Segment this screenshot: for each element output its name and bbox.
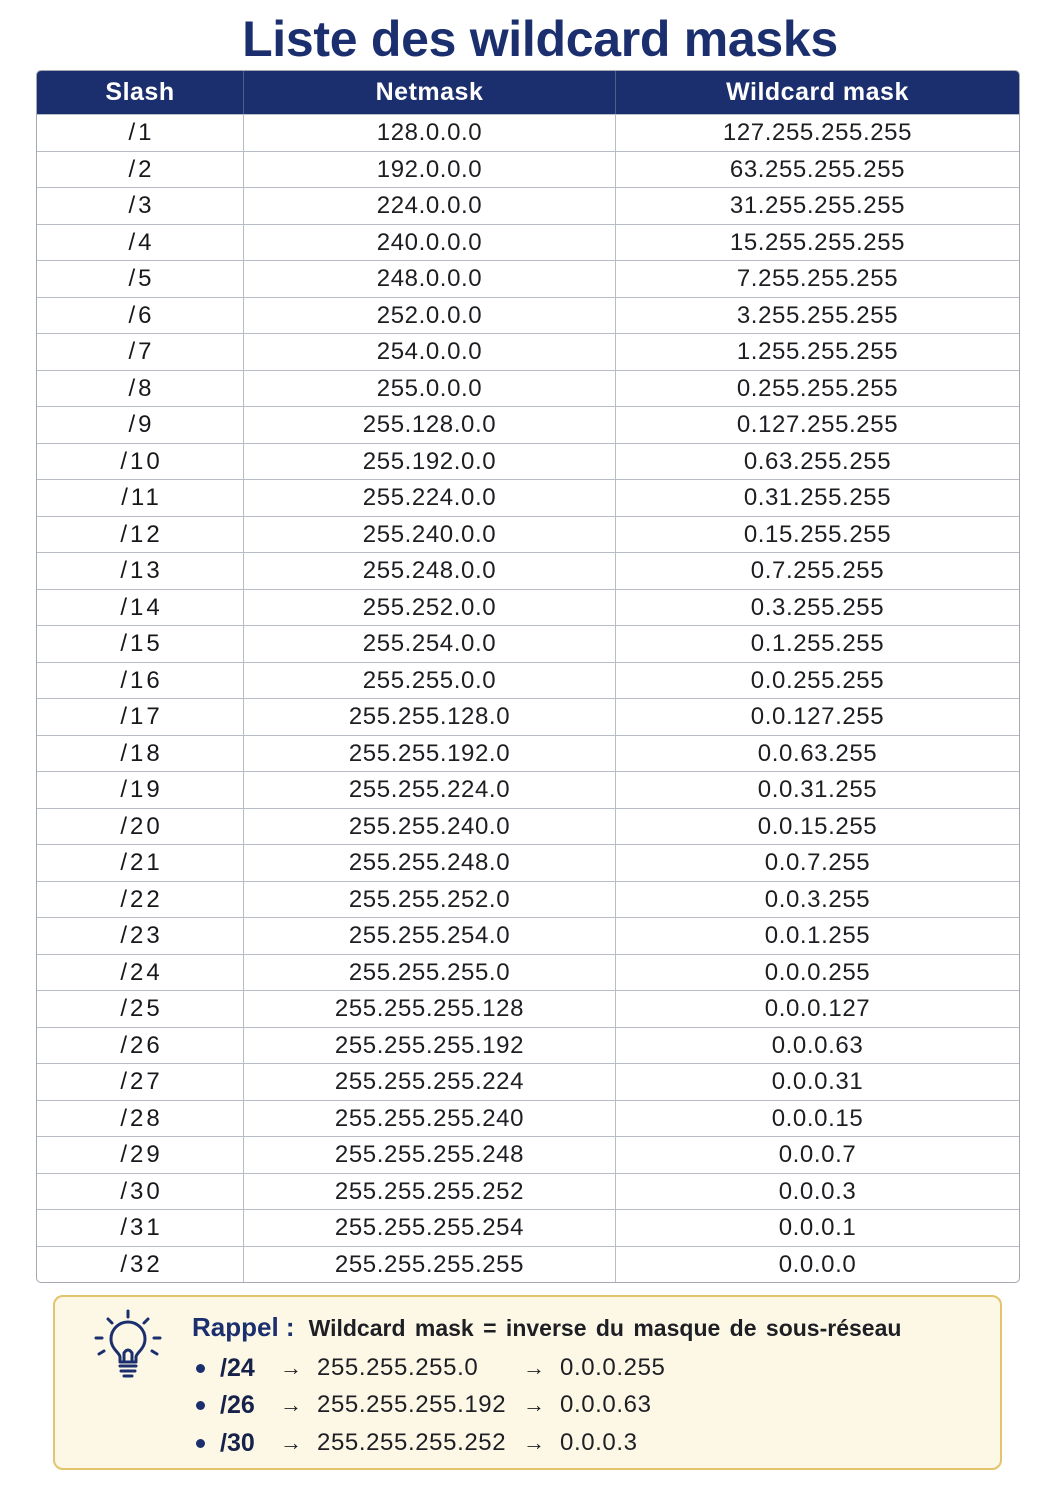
wildcard-cell: 0.0.0.127 [615,991,1019,1027]
reminder-label: Rappel : [192,1312,295,1342]
table-row [37,187,1019,224]
table-row [37,1173,1019,1210]
table-row [37,516,1019,553]
bulb-glass [111,1322,145,1362]
slash-cell: /4 [128,228,155,256]
wildcard-cell: 0.0.0.63 [615,1028,1019,1064]
slash-cell: /31 [120,1214,163,1241]
example-netmask: 255.255.255.252 [317,1429,507,1456]
wildcard-cell: 0.255.255.255 [615,371,1019,407]
table-row [37,151,1019,188]
wildcard-cell: 0.0.255.255 [615,663,1019,699]
arrow-separator: → [280,1355,302,1380]
table-row [37,1209,1019,1246]
wildcard-cell: 0.0.127.255 [615,699,1019,735]
table-row [37,881,1019,918]
header-slash: Slash [105,78,175,106]
arrow-separator: → [523,1392,545,1417]
table-row [37,479,1019,516]
wildcard-cell: 0.0.3.255 [615,882,1019,918]
slash-cell: /18 [120,739,163,767]
reminder-example [196,1389,652,1421]
light-ray [152,1351,157,1354]
table-row [37,297,1019,334]
example-wildcard: 0.0.0.3 [560,1429,638,1456]
example-slash: /24 [220,1354,255,1382]
table-row [37,954,1019,991]
wildcard-cell: 0.127.255.255 [615,407,1019,443]
wildcard-cell: 127.255.255.255 [615,115,1019,151]
netmask-cell: 255.255.255.128 [243,991,615,1027]
slash-cell: /8 [128,374,155,402]
example-wildcard: 0.0.0.63 [560,1391,652,1418]
wildcard-cell: 0.0.1.255 [615,918,1019,954]
slash-cell: /28 [120,1104,163,1132]
netmask-cell: 255.240.0.0 [243,517,615,553]
table-row [37,1246,1019,1283]
wildcard-cell: 0.15.255.255 [615,517,1019,553]
table-row [37,443,1019,480]
netmask-cell: 255.255.248.0 [243,845,615,881]
wildcard-table [36,70,1020,1283]
slash-cell: /12 [120,520,163,548]
example-netmask: 255.255.255.0 [317,1354,479,1381]
slash-cell: /22 [120,885,163,913]
slash-cell: /19 [120,776,163,803]
slash-cell: /27 [120,1068,163,1095]
table-row [37,1063,1019,1100]
slash-cell: /13 [120,557,163,584]
slash-cell: /16 [120,666,163,694]
table-row [37,552,1019,589]
wildcard-cell: 0.0.63.255 [615,736,1019,772]
arrow-separator: → [523,1430,545,1455]
wildcard-cell: 0.0.0.15 [615,1101,1019,1137]
netmask-cell: 224.0.0.0 [243,188,615,224]
slash-cell: /2 [128,155,155,183]
slash-cell: /7 [128,338,155,365]
bullet-dot [196,1439,205,1448]
netmask-cell: 255.255.255.192 [243,1028,615,1064]
slash-cell: /21 [120,849,163,876]
table-row [37,1027,1019,1064]
slash-cell: /9 [128,411,155,438]
header-netmask: Netmask [243,71,615,114]
wildcard-cell: 3.255.255.255 [615,298,1019,334]
netmask-cell: 255.255.252.0 [243,882,615,918]
wildcard-cell: 0.1.255.255 [615,626,1019,662]
table-row [37,698,1019,735]
slash-cell: /23 [120,922,163,949]
netmask-cell: 255.255.255.248 [243,1137,615,1173]
table-row [37,771,1019,808]
table-row [37,333,1019,370]
table-row [37,662,1019,699]
netmask-cell: 255.255.0.0 [243,663,615,699]
slash-cell: /17 [120,703,163,730]
lightbulb-icon [93,1309,163,1389]
table-row [37,625,1019,662]
example-slash: /30 [220,1429,255,1457]
table-row [37,224,1019,261]
wildcard-cell: 0.7.255.255 [615,553,1019,589]
netmask-cell: 255.255.255.0 [243,955,615,991]
wildcard-cell: 0.0.0.0 [615,1247,1019,1283]
example-netmask: 255.255.255.192 [317,1391,507,1418]
example-wildcard: 0.0.0.255 [560,1354,666,1381]
table-row [37,735,1019,772]
netmask-cell: 255.252.0.0 [243,590,615,626]
slash-cell: /32 [120,1250,163,1278]
table-row [37,1136,1019,1173]
netmask-cell: 255.0.0.0 [243,371,615,407]
reminder-example [196,1352,666,1384]
wildcard-cell: 0.0.0.255 [615,955,1019,991]
slash-cell: /1 [128,119,155,146]
wildcard-cell: 31.255.255.255 [615,188,1019,224]
wildcard-cell: 0.0.31.255 [615,772,1019,808]
light-ray [108,1319,112,1323]
slash-cell: /15 [120,630,163,657]
slash-cell: /29 [120,1141,163,1168]
header-wildcard: Wildcard mask [615,71,1019,114]
table-row [37,1100,1019,1137]
reminder-heading [192,1311,901,1343]
netmask-cell: 255.255.128.0 [243,699,615,735]
netmask-cell: 128.0.0.0 [243,115,615,151]
netmask-cell: 255.255.192.0 [243,736,615,772]
netmask-cell: 254.0.0.0 [243,334,615,370]
netmask-cell: 255.224.0.0 [243,480,615,516]
wildcard-cell: 0.0.0.31 [615,1064,1019,1100]
netmask-cell: 255.255.255.224 [243,1064,615,1100]
netmask-cell: 255.248.0.0 [243,553,615,589]
arrow-separator: → [280,1430,302,1455]
netmask-cell: 255.255.255.252 [243,1174,615,1210]
netmask-cell: 248.0.0.0 [243,261,615,297]
wildcard-cell: 15.255.255.255 [615,225,1019,261]
netmask-cell: 255.255.255.254 [243,1210,615,1246]
netmask-cell: 255.255.255.255 [243,1247,615,1283]
slash-cell: /24 [120,958,163,986]
wildcard-cell: 7.255.255.255 [615,261,1019,297]
netmask-cell: 255.255.254.0 [243,918,615,954]
netmask-cell: 255.254.0.0 [243,626,615,662]
slash-cell: /26 [120,1031,163,1059]
netmask-cell: 252.0.0.0 [243,298,615,334]
table-row [37,990,1019,1027]
bullet-dot [196,1364,205,1373]
table-header [37,71,1019,114]
wildcard-cell: 0.63.255.255 [615,444,1019,480]
slash-cell: /25 [120,995,163,1022]
netmask-cell: 192.0.0.0 [243,152,615,188]
netmask-cell: 255.255.240.0 [243,809,615,845]
slash-cell: /3 [128,192,155,219]
table-row [37,370,1019,407]
slash-cell: /5 [128,265,155,292]
wildcard-cell: 0.31.255.255 [615,480,1019,516]
wildcard-cell: 0.0.0.3 [615,1174,1019,1210]
page-title: Liste des wildcard masks [242,11,838,67]
arrow-separator: → [523,1355,545,1380]
wildcard-cell: 0.3.255.255 [615,590,1019,626]
bullet-dot [196,1401,205,1410]
arrow-separator: → [280,1392,302,1417]
wildcard-cell: 0.0.7.255 [615,845,1019,881]
wildcard-cell: 0.0.0.7 [615,1137,1019,1173]
example-slash: /26 [220,1391,255,1419]
table-row [37,114,1019,151]
netmask-cell: 240.0.0.0 [243,225,615,261]
slash-cell: /30 [120,1177,163,1205]
table-row [37,589,1019,626]
wildcard-cell: 0.0.15.255 [615,809,1019,845]
reminder-example [196,1427,638,1459]
slash-cell: /20 [120,812,163,840]
table-row [37,844,1019,881]
slash-cell: /6 [128,301,155,329]
wildcard-cell: 0.0.0.1 [615,1210,1019,1246]
light-ray [144,1319,148,1323]
reminder-box [53,1295,1002,1470]
netmask-cell: 255.255.255.240 [243,1101,615,1137]
bulb-filament [124,1350,132,1361]
slash-cell: /14 [120,593,163,621]
wildcard-cell: 63.255.255.255 [615,152,1019,188]
light-ray [99,1351,104,1354]
netmask-cell: 255.192.0.0 [243,444,615,480]
wildcard-cell: 1.255.255.255 [615,334,1019,370]
slash-cell: /10 [120,447,163,475]
table-row [37,917,1019,954]
slash-cell: /11 [121,484,162,511]
table-row [37,406,1019,443]
table-row [37,808,1019,845]
reminder-text: Wildcard mask = inverse du masque de sous-réseau [308,1315,902,1341]
netmask-cell: 255.128.0.0 [243,407,615,443]
netmask-cell: 255.255.224.0 [243,772,615,808]
table-row [37,260,1019,297]
